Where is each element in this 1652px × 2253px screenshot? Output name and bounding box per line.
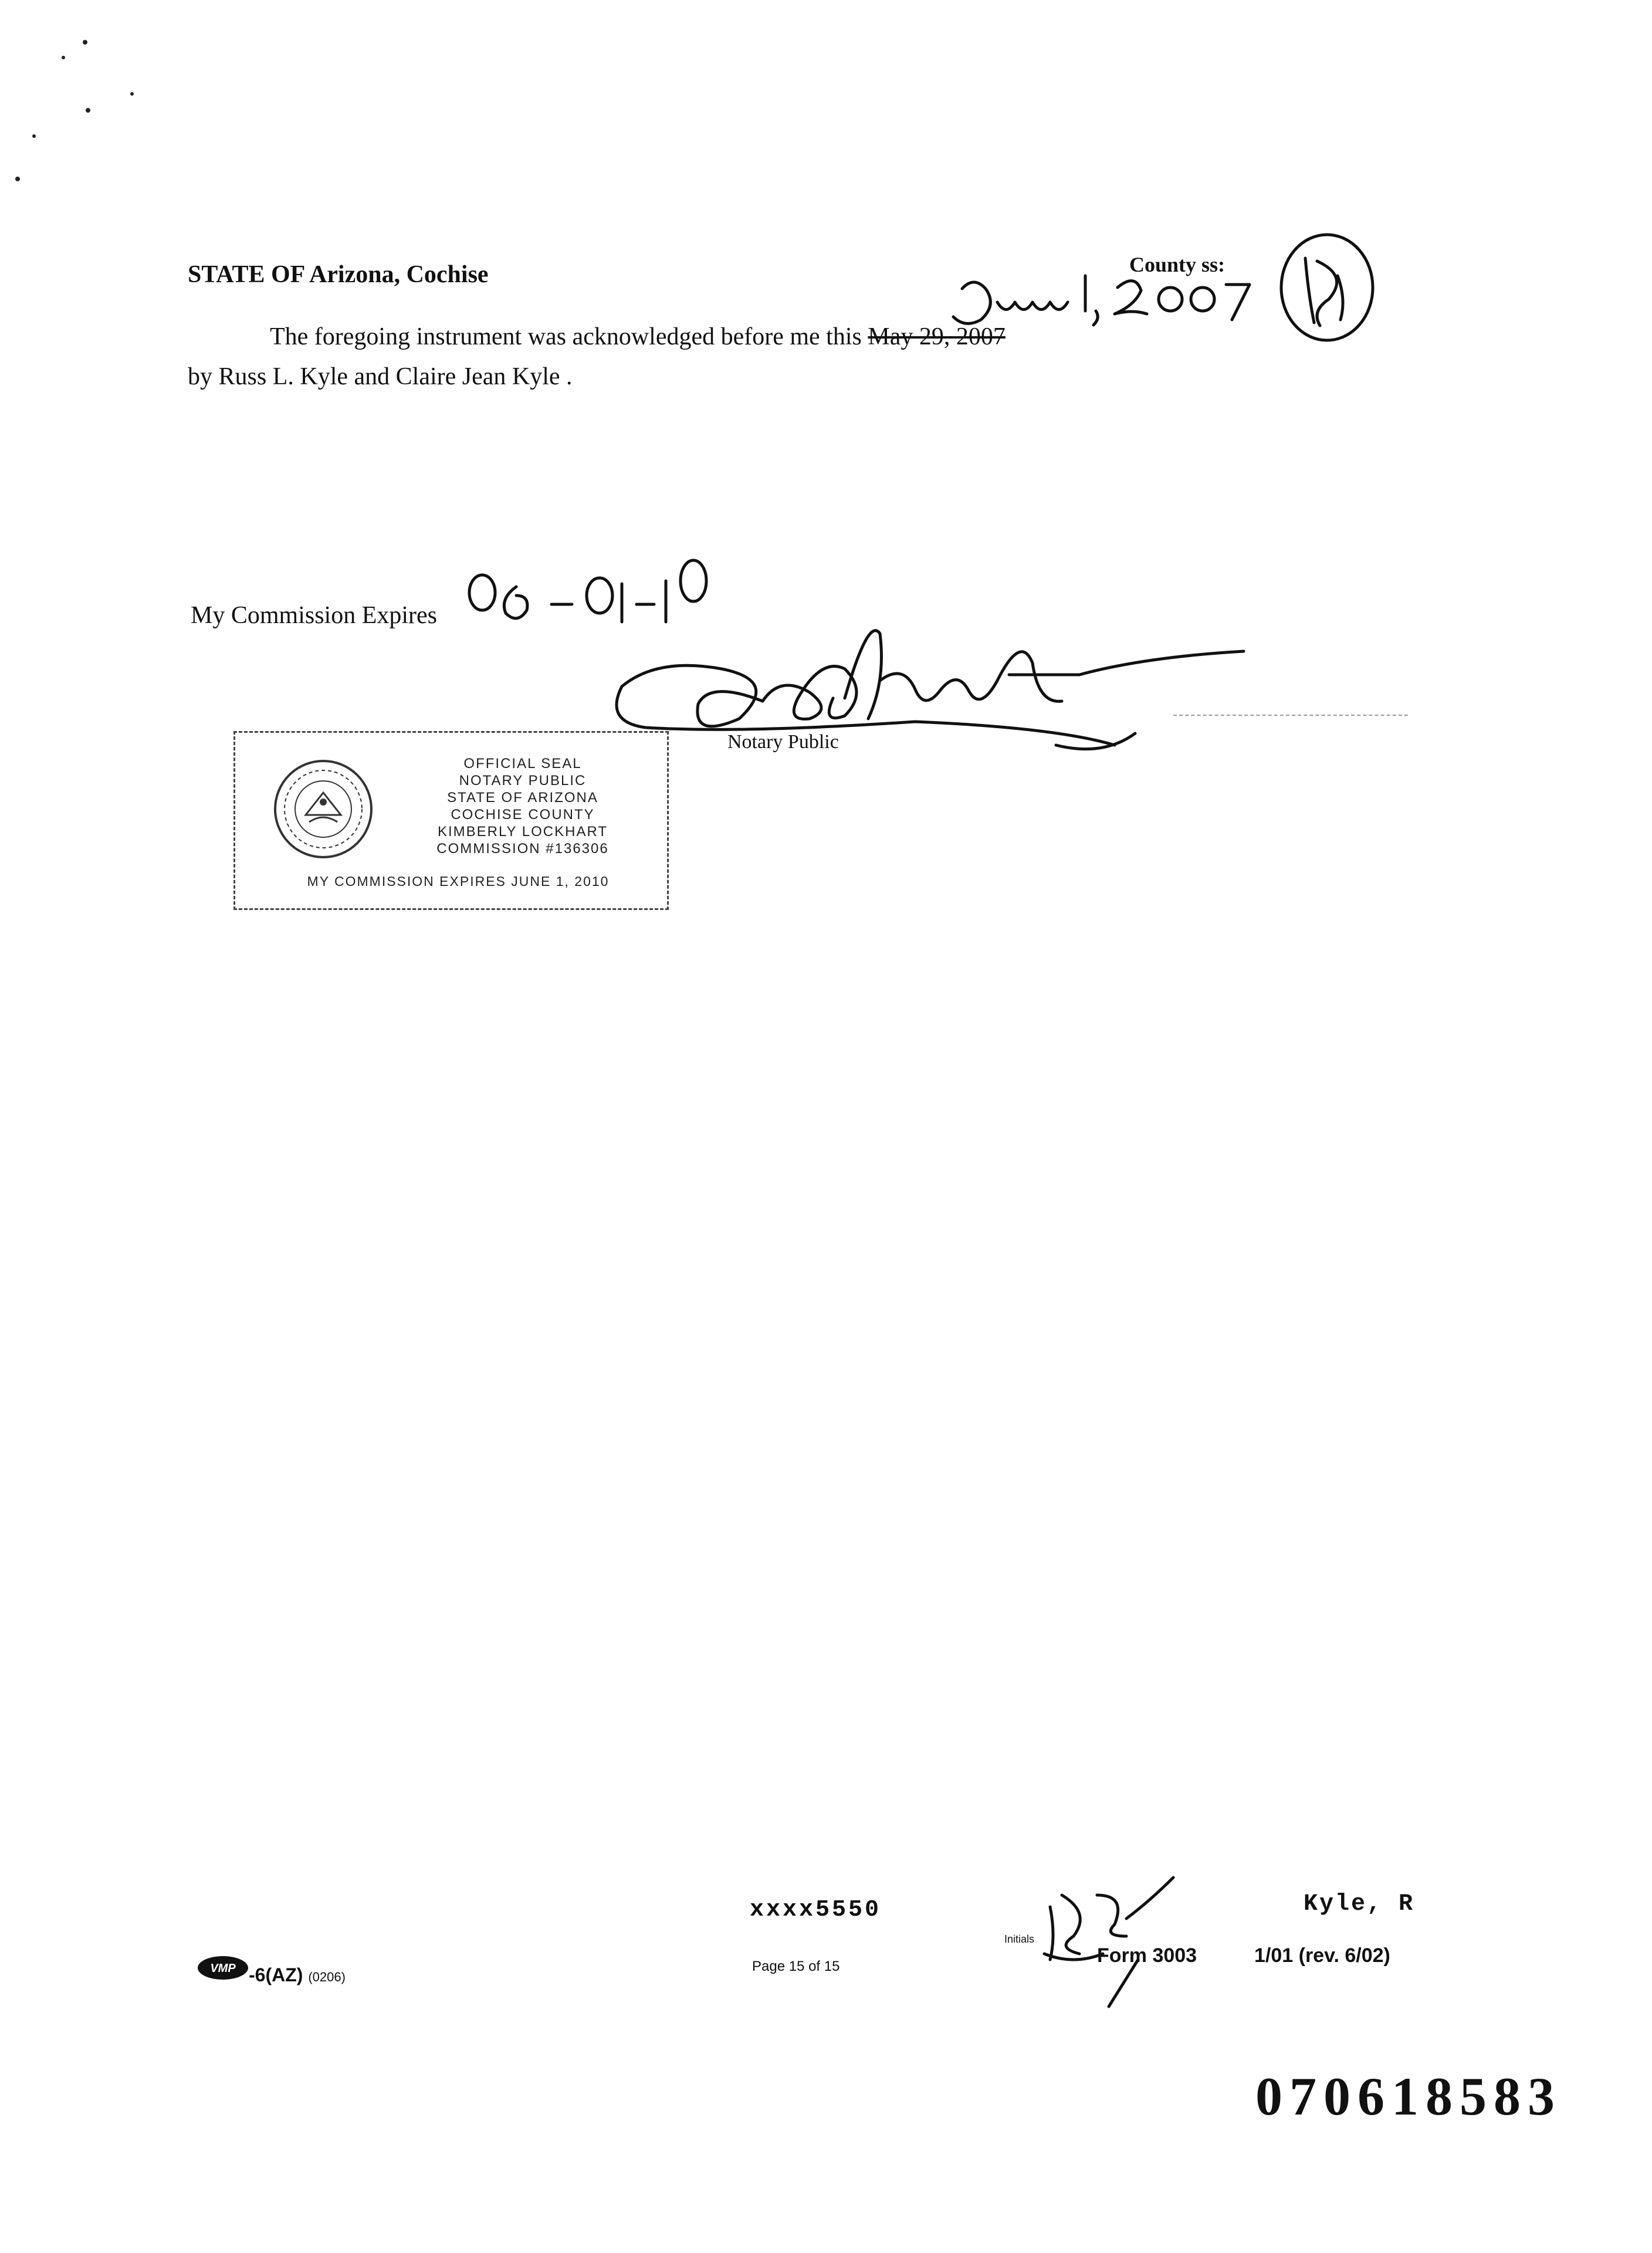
seal-line: OFFICIAL SEAL	[463, 756, 582, 772]
loan-number: xxxx5550	[750, 1897, 882, 1923]
seal-line: COMMISSION #136306	[436, 841, 609, 857]
commission-expires-label: My Commission Expires	[191, 602, 438, 629]
seal-line: COCHISE COUNTY	[451, 807, 595, 823]
vmp-code-suffix: (0206)	[308, 1970, 346, 1984]
seal-line: KIMBERLY LOCKHART	[437, 824, 608, 840]
struck-acknowledgment-date: May 29, 2007	[868, 323, 1006, 350]
vmp-code-main: -6(AZ)	[249, 1964, 303, 1985]
page-number: Page 15 of 15	[752, 1958, 840, 1974]
seal-expiration-line: MY COMMISSION EXPIRES JUNE 1, 2010	[307, 874, 610, 889]
vmp-form-code	[249, 1964, 346, 1986]
handwritten-date-signature	[953, 276, 1250, 325]
form-revision: 1/01 (rev. 6/02)	[1254, 1944, 1390, 1967]
seal-line: STATE OF ARIZONA	[447, 790, 598, 806]
acknowledging-parties: by Russ L. Kyle and Claire Jean Kyle .	[188, 363, 573, 390]
seal-line: NOTARY PUBLIC	[459, 773, 587, 789]
vmp-logo-text: VMP	[210, 1962, 236, 1975]
initials-circle-mark	[1281, 235, 1373, 340]
state-county-heading: STATE OF Arizona, Cochise	[188, 261, 489, 288]
notary-signature	[617, 631, 1244, 749]
scan-noise-dots	[0, 0, 176, 235]
notary-public-label: Notary Public	[727, 731, 839, 753]
acknowledgment-text: The foregoing instrument was acknowledged before me this	[270, 323, 862, 350]
footer-initials-signature	[1044, 1877, 1173, 2007]
handwritten-commission-date	[469, 560, 706, 622]
initials-label: Initials	[1004, 1933, 1035, 1945]
vmp-logo-icon	[197, 1954, 249, 1982]
recording-document-number: 070618583	[1255, 2066, 1562, 2126]
borrower-name: Kyle, R	[1304, 1891, 1415, 1917]
form-number: Form 3003	[1097, 1944, 1197, 1967]
county-ss-label: County ss:	[1129, 253, 1226, 276]
